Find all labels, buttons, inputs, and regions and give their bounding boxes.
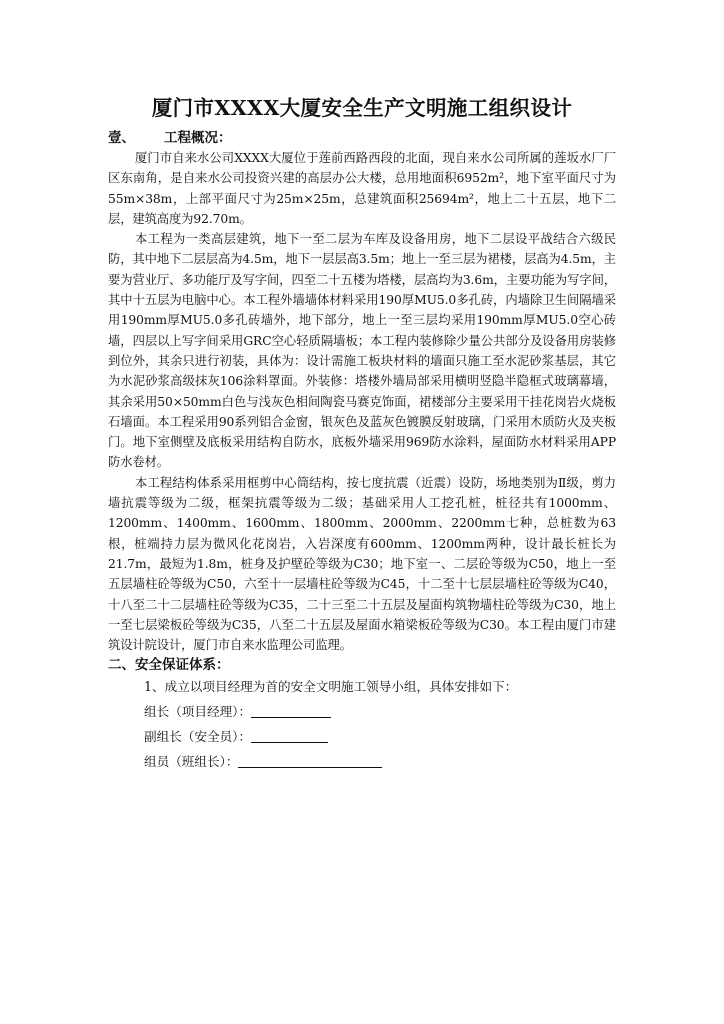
- list-item-1: 1、成立以项目经理为首的安全文明施工领导小组，具体安排如下：: [144, 679, 518, 695]
- document-title: 厦门市XXXX大厦安全生产文明施工组织设计: [151, 96, 573, 120]
- section-1-number: 壹、: [108, 130, 135, 146]
- role-row-leader: [108, 699, 616, 724]
- fill-in-blank-member: [238, 753, 382, 768]
- fill-in-blank-leader: [251, 703, 331, 718]
- role-label-member: 组员（班组长）：: [144, 754, 239, 770]
- section-1-heading: [108, 128, 616, 148]
- section-2-heading: 二、安全保证体系：: [108, 657, 230, 674]
- paragraph-overview: 厦门市自来水公司XXXX大厦位于莲前西路西段的北面，现自来水公司所属的莲坂水厂厂区东南角，是自来水公司投资兴建的高层办公大楼，总用地面积6952m²，地下室平面尺寸为55m×38m，上部平面尺寸为25m×25m，总建筑面积25694m²，地上二十五层，地下二层，建筑高度为92.70m。: [108, 151, 616, 226]
- role-row-deputy: [108, 724, 616, 749]
- section-1-title: 工程概况：: [164, 130, 232, 146]
- role-row-member: [108, 749, 616, 774]
- fill-in-blank-deputy: [251, 728, 328, 743]
- role-label-deputy: 副组长（安全员）：: [144, 729, 252, 745]
- paragraph-structure: 本工程结构体系采用框剪中心筒结构，按七度抗震（近震）设防，场地类别为Ⅱ级，剪力墙抗震等级为二级，框架抗震等级为二级；基础采用人工挖孔桩，桩径共有1000mm、1200mm、1400mm、1600mm、1800mm、2000mm、2200mm七种，总桩数为63根，桩端持力层为微风化花岗岩，入岩深度有600mm、1200mm两种，设计最长桩长为21.7m，最短为1.8m，桩身及护壁砼等级为C30；地下室一、二层砼等级为C50，地上一至五层墙柱砼等级为C50，六至十一层墙柱砼等级为C45，十二至十七层层墙柱砼等级为C40，十八至二十二层墙柱砼等级为C35，二十三至二十五层及屋面构筑物墙柱砼等级为C30，地上一至七层梁板砼等级为C35，八至二十五层及屋面水箱梁板砼等级为C30。本工程由厦门市建筑设计院设计，厦门市自来水监理公司监理。: [108, 475, 616, 653]
- paragraph-building: 本工程为一类高层建筑，地下一至二层为车库及设备用房，地下二层设平战结合六级民防，其中地下二层层高为4.5m，地下一层层高3.5m；地上一至三层为裙楼，层高为4.5m，主要为营业厅、多功能厅及写字间，四至二十五楼为塔楼，层高均为3.6m，主要功能为写字间，其中十五层为电脑中心。本工程外墙墙体材料采用190厚MU5.0多孔砖，内墙除卫生间隔墙采用190mm厚MU5.0多孔砖墙外，地下部分，地上一至三层均采用190mm厚MU5.0空心砖墙，四层以上写字间采用GRC空心轻质隔墙板；本工程内装修除少量公共部分及设备用房装修到位外，其余只进行初装，具体为：设计需施工板块材料的墙面只施工至水泥砂浆基层，其它为水泥砂浆高级抹灰106涂料罩面。外装修：塔楼外墙局部采用横明竖隐半隐框式玻璃幕墙，其余采用50×50mm白色与浅灰色相间陶瓷马赛克饰面，裙楼部分主要采用干挂花岗岩火烧板石墙面。本工程采用90系列铝合金窗，银灰色及蓝灰色镀膜反射玻璃，门采用木质防火及夹板门。地下室侧壁及底板采用结构自防水，底板外墙采用969防水涂料，屋面防水材料采用APP防水卷材。: [108, 232, 616, 470]
- role-label-leader: 组长（项目经理）：: [144, 704, 252, 720]
